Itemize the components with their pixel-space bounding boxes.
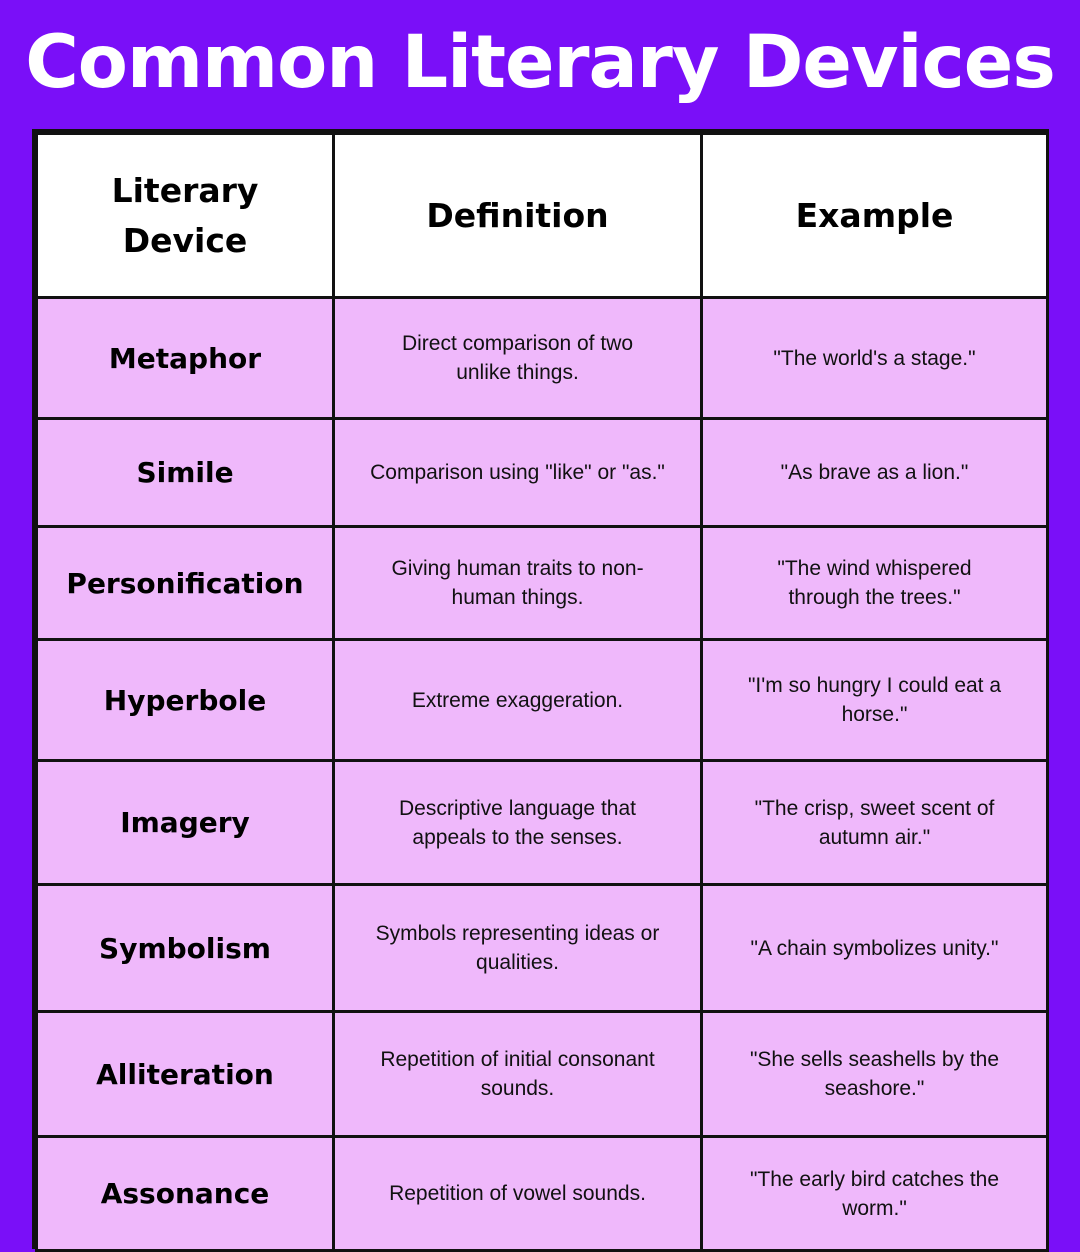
device-definition: Extreme exaggeration.	[334, 640, 702, 761]
device-example: "The wind whispered through the trees."	[702, 527, 1048, 640]
device-definition: Direct comparison of two unlike things.	[334, 298, 702, 419]
table-row	[37, 298, 1048, 419]
header-literary-device: Literary Device	[37, 134, 334, 298]
device-name: Hyperbole	[37, 640, 334, 761]
table-row	[37, 419, 1048, 527]
header-example: Example	[702, 134, 1048, 298]
device-name: Personification	[37, 527, 334, 640]
device-example: "The crisp, sweet scent of autumn air."	[702, 761, 1048, 885]
device-name: Metaphor	[37, 298, 334, 419]
table-header-row	[37, 134, 1048, 298]
literary-devices-table	[32, 129, 1049, 1249]
device-definition: Comparison using "like" or "as."	[334, 419, 702, 527]
table-row	[37, 1012, 1048, 1137]
device-example: "The early bird catches the worm."	[702, 1137, 1048, 1251]
device-example: "She sells seashells by the seashore."	[702, 1012, 1048, 1137]
device-name: Assonance	[37, 1137, 334, 1251]
device-definition: Repetition of vowel sounds.	[334, 1137, 702, 1251]
device-name: Simile	[37, 419, 334, 527]
header-definition: Definition	[334, 134, 702, 298]
device-name: Alliteration	[37, 1012, 334, 1137]
device-example: "As brave as a lion."	[702, 419, 1048, 527]
table-row	[37, 1137, 1048, 1251]
device-name: Imagery	[37, 761, 334, 885]
device-example: "A chain symbolizes unity."	[702, 885, 1048, 1012]
table-row	[37, 640, 1048, 761]
page-title: Common Literary Devices	[25, 20, 1055, 105]
device-example: "The world's a stage."	[702, 298, 1048, 419]
device-name: Symbolism	[37, 885, 334, 1012]
device-definition: Descriptive language that appeals to the senses.	[334, 761, 702, 885]
table-row	[37, 527, 1048, 640]
device-definition: Repetition of initial consonant sounds.	[334, 1012, 702, 1137]
device-example: "I'm so hungry I could eat a horse."	[702, 640, 1048, 761]
table-row	[37, 761, 1048, 885]
table-row	[37, 885, 1048, 1012]
device-definition: Giving human traits to non-human things.	[334, 527, 702, 640]
device-definition: Symbols representing ideas or qualities.	[334, 885, 702, 1012]
